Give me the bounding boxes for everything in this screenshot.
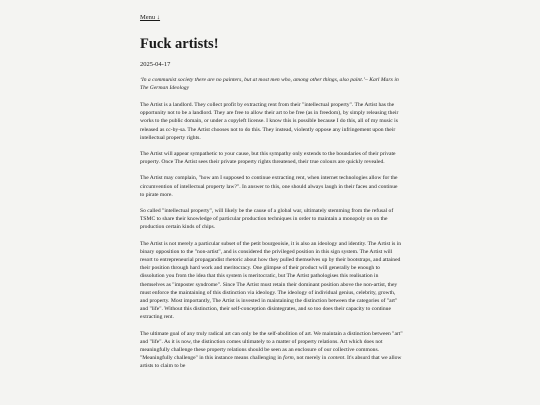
article <box>140 6 403 371</box>
page-title: Fuck artists! <box>140 36 219 52</box>
paragraph-6-text-c: . It's absurd that we allow artists to claim to be <box>140 355 402 370</box>
paragraph-6 <box>140 330 403 371</box>
menu-link[interactable]: Menu ↓ <box>140 14 161 21</box>
paragraph-6-em-content: content <box>327 355 345 362</box>
paragraph-3: The Artist may complain, "how am I supposed to continue extracting rent, when internet technologies allow for the circumvention of intellectual property law?". In answer to this, one should always laugh in their faces and continue to pirate more. <box>140 175 398 198</box>
paragraph-1: The Artist is a landlord. They collect profit by extracting rent from their "intellectual property". The Artist has the opportunity not to be a landlord. They are free to allow their art to be free (as in freedom), by simply releasing their works to the public domain, or under a copyleft license. I know this is possible because I do this, all of my music is released as cc-by-sa. The Artist chooses not to do this. They instead, violently oppose any infringement upon their intellectual property rights. <box>140 102 399 141</box>
epigraph: ‘In a communist society there are no painters, but at most men who, among other things, also paint.’– Karl Marx in The German Ideology <box>140 77 399 91</box>
paragraph-5: The Artist is not merely a particular subset of the petit bourgeoisie, it is also an ideology and identity. The Artist is in binary opposition to the "non-artist", and is considered the privileged position in this sign system. The Artist will resort to entrepreneurial propagandist rhetoric about how they pulled themselves up by their bootstraps, and attained their position through hard work and meritocracy. One glimpse of their product will generally be enough to dissolution you from the idea that this system is meritocratic, but The Artist pathologises this realisation in themselves as "imposter syndrome". Since The Artist must retain their dominant position above the non-artist, they must enforce the maintaining of this distinction via ideology. The ideology of individual genius, celebrity, growth, and property. Most importantly, The Artist is invested in maintaining the distinction between the categories of "art" and "life". Without this distinction, their self-conception disintegrates, and so too does their capacity to continue extracting rent. <box>140 240 402 321</box>
paragraph-6-text-b: , not merely in <box>293 355 328 362</box>
paragraph-6-text-a: The ultimate goal of any truly radical art can only be the self-abolition of art. We maintain a distinction between "art" and "life". As it is now, the distinction comes ultimately to a matter of property relations. Art which does not meaningfully challenge these property relations should be seen as an enclosure of our collective commons. "Meaningfully challenge" in this instance means challenging in <box>140 330 403 362</box>
paragraph-6-em-form: form <box>283 355 294 362</box>
paragraph-4: So called "intellectual property", will likely be the cause of a global war, ultimately stemming from the refusal of TSMC to share their knowledge of particular production techniques in order to maintain a monopoly on on the production certain kinds of chips. <box>140 208 394 231</box>
paragraph-2: The Artist will appear sympathetic to your cause, but this sympathy only extends to the boundaries of their private property. Once The Artist sees their private property rights threatened, their true colours are quickly revealed. <box>140 151 396 166</box>
post-date: 2025-04-17 <box>140 61 171 68</box>
